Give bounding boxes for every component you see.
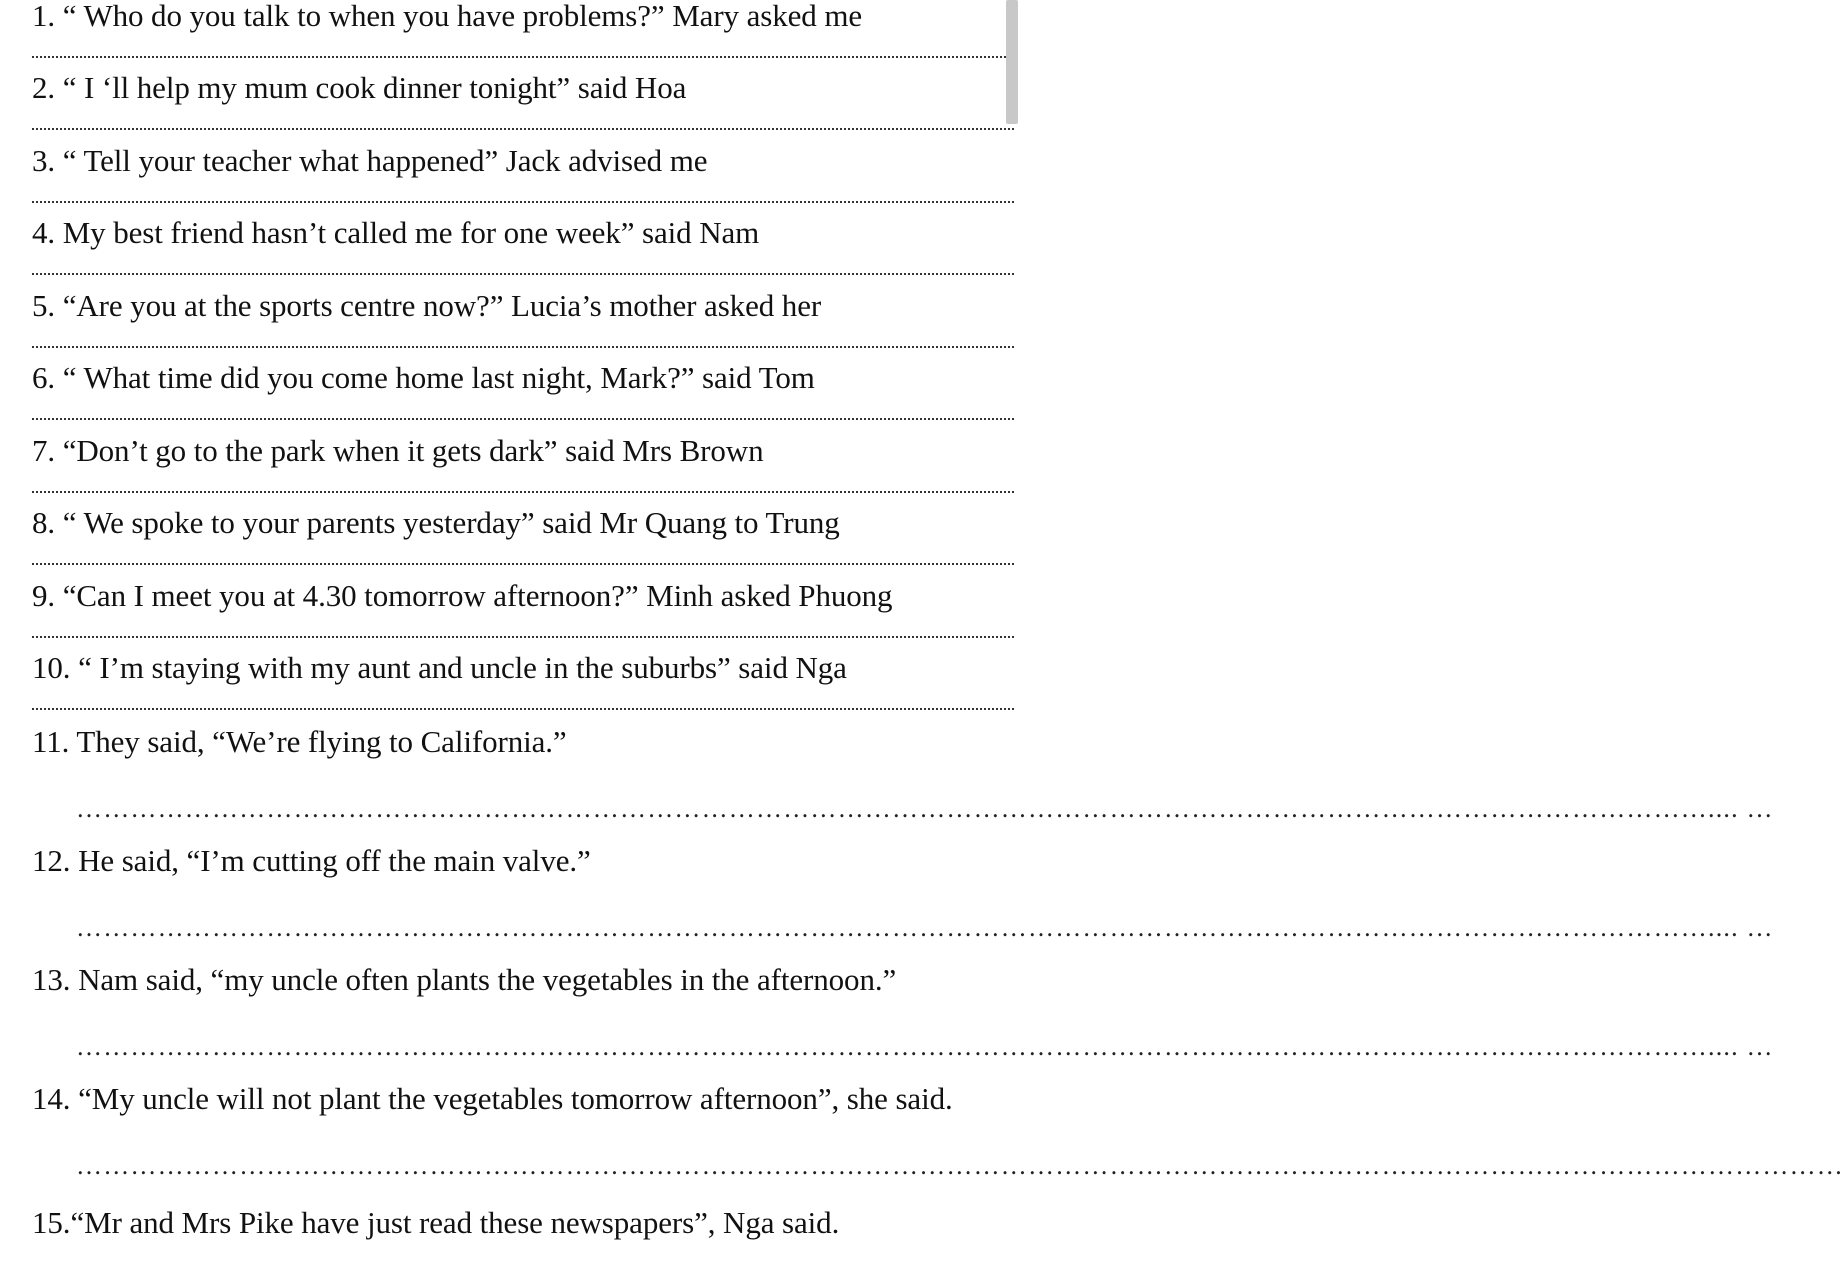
exercise-item-8: 8. “ We spoke to your parents yesterday” said Mr Quang to Trung — [32, 505, 840, 540]
answer-dotted-line-3 — [32, 201, 1014, 203]
exercise-item-12: 12. He said, “I’m cutting off the main valve.” — [32, 843, 591, 878]
answer-dotted-line-1 — [32, 56, 1014, 58]
answer-dotted-line-8 — [32, 563, 1014, 565]
exercise-item-10: 10. “ I’m staying with my aunt and uncle in the suburbs” said Nga — [32, 650, 847, 685]
answer-dotted-line-5 — [32, 346, 1014, 348]
answer-dotted-line-6 — [32, 418, 1014, 420]
exercise-item-13: 13. Nam said, “my uncle often plants the vegetables in the afternoon.” — [32, 962, 897, 997]
answer-dotted-line-9 — [32, 636, 1014, 638]
answer-dotted-line-7 — [32, 491, 1014, 493]
answer-line-12: ……………………………………………………………………………………………………………………………………………………………….... … — [76, 913, 1774, 942]
answer-dotted-line-10 — [32, 708, 1014, 710]
exercise-item-9: 9. “Can I meet you at 4.30 tomorrow afternoon?” Minh asked Phuong — [32, 578, 893, 613]
answer-dotted-line-2 — [32, 128, 1014, 130]
exercise-item-14: 14. “My uncle will not plant the vegetables tomorrow afternoon”, she said. — [32, 1081, 953, 1116]
exercise-item-6: 6. “ What time did you come home last night, Mark?” said Tom — [32, 360, 815, 395]
answer-line-14: …………………………………………………………………………………………………………………………………………………………………………… — [76, 1151, 1844, 1180]
exercise-item-2: 2. “ I ‘ll help my mum cook dinner tonight” said Hoa — [32, 70, 687, 105]
answer-line-11: ……………………………………………………………………………………………………………………………………………………………….... … — [76, 794, 1774, 823]
exercise-item-3: 3. “ Tell your teacher what happened” Jack advised me — [32, 143, 708, 178]
exercise-item-1: 1. “ Who do you talk to when you have problems?” Mary asked me — [32, 0, 863, 33]
scrollbar-thumb[interactable] — [1006, 0, 1018, 124]
exercise-item-4: 4. My best friend hasn’t called me for one week” said Nam — [32, 215, 760, 250]
exercise-item-15: 15.“Mr and Mrs Pike have just read these newspapers”, Nga said. — [32, 1205, 840, 1240]
answer-line-13: ……………………………………………………………………………………………………………………………………………………………….... … — [76, 1032, 1774, 1061]
answer-dotted-line-4 — [32, 273, 1014, 275]
exercise-item-5: 5. “Are you at the sports centre now?” Lucia’s mother asked her — [32, 288, 822, 323]
exercise-item-11: 11. They said, “We’re flying to California.” — [32, 724, 567, 759]
exercise-item-7: 7. “Don’t go to the park when it gets dark” said Mrs Brown — [32, 433, 764, 468]
